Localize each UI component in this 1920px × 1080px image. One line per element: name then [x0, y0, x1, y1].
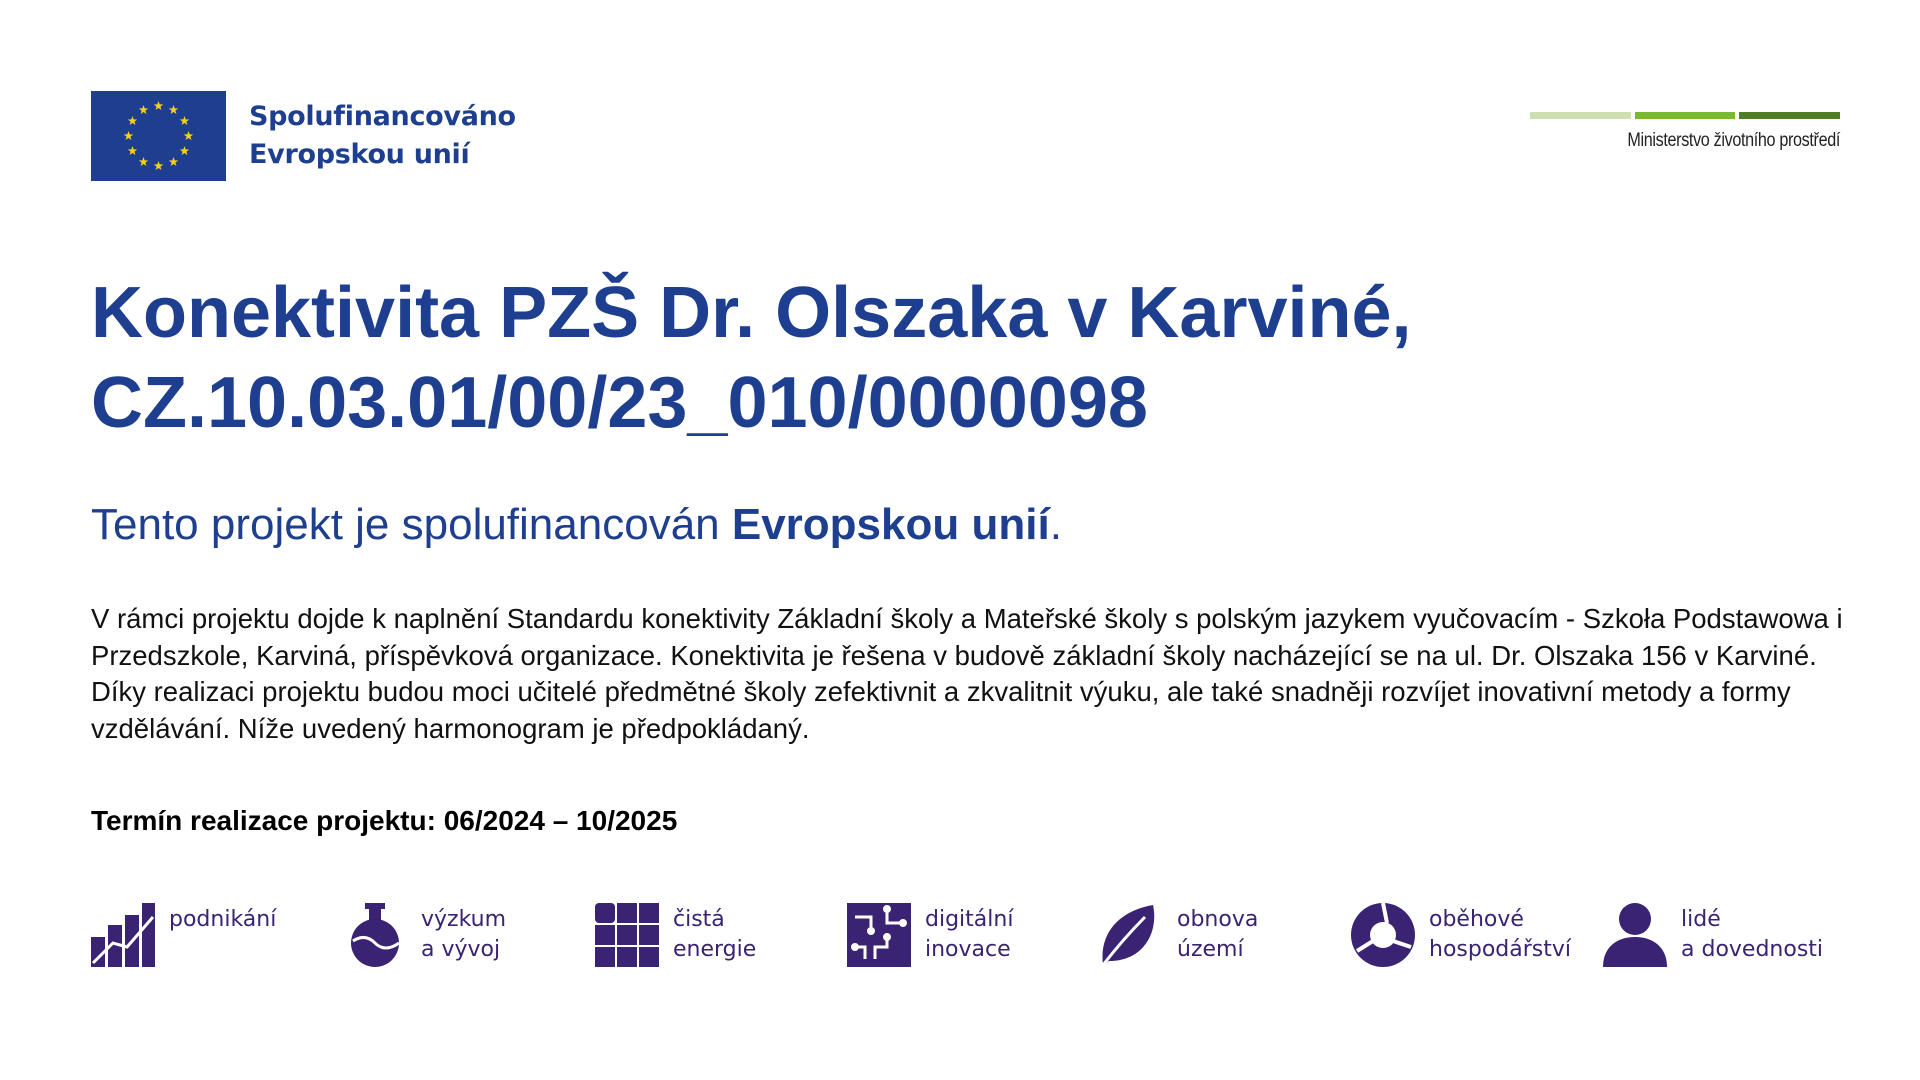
circuit-icon — [847, 903, 911, 967]
project-registration-number: CZ.10.03.01/00/23_010/0000098 — [91, 363, 1148, 443]
ministry-bar-dark — [1739, 112, 1840, 119]
priority-item-cista-energie — [595, 903, 756, 967]
priority-label — [1429, 905, 1571, 965]
eu-logo-line2: Evropskou unií — [249, 139, 470, 170]
ministry-bar-medium — [1635, 112, 1736, 119]
priority-label-line1: lidé — [1681, 907, 1721, 932]
priority-label — [421, 905, 506, 965]
ministry-color-bars — [1530, 112, 1840, 119]
cofinancing-suffix: . — [1049, 500, 1062, 549]
priority-item-digitalni-inovace — [847, 903, 1013, 967]
cofinancing-statement — [91, 498, 1062, 552]
recycle-icon — [1351, 903, 1415, 967]
eu-logo-text — [249, 98, 516, 174]
priority-label-line1: oběhové — [1429, 907, 1524, 932]
ministry-bar-light — [1530, 112, 1631, 119]
priority-label — [1681, 905, 1823, 965]
project-term: Termín realizace projektu: 06/2024 – 10/2025 — [91, 805, 678, 836]
solar-panel-icon — [595, 903, 659, 967]
priority-item-lide-dovednosti — [1603, 903, 1823, 967]
priority-label-line2: hospodářství — [1429, 937, 1572, 962]
cofinancing-prefix: Tento projekt je spolufinancován — [91, 500, 732, 549]
priority-icons-row — [91, 903, 1851, 973]
priority-label-line1: výzkum — [421, 907, 507, 932]
priority-item-obnova-uzemi — [1099, 903, 1258, 967]
project-description: V rámci projektu dojde k naplnění Standardu konektivity Základní školy a Mateřské školy s polským jazykem vyučovacím - Szkoła Podstawowa i Przedszkole, Karviná, příspěvková organizace. Konektivita je řešena v budově základní školy nacházející se na ul. Dr. Olszaka 156 v Karviné. Díky realizaci projektu budou moci učitelé předmětné školy zefektivnit a zkvalitnit výuku, ale také snadněji rozvíjet inovativní metody a formy vzdělávání. Níže uvedený harmonogram je předpokládaný. — [91, 603, 1843, 744]
flask-icon — [343, 903, 407, 967]
project-title-line1: Konektivita PZŠ Dr. Olszaka v Karviné, — [91, 273, 1412, 353]
priority-label-line2: energie — [673, 937, 757, 962]
priority-label — [673, 905, 756, 965]
business-chart-icon — [91, 903, 155, 967]
eu-cofinanced-logo — [91, 91, 516, 181]
ministry-name: Ministerstvo životního prostředí — [1627, 130, 1840, 151]
priority-label-line1: digitální — [925, 907, 1014, 932]
priority-label-line1: podnikání — [169, 907, 277, 932]
priority-item-vyzkum — [343, 903, 506, 967]
priority-label-line2: a dovednosti — [1681, 937, 1824, 962]
priority-label-line2: území — [1177, 937, 1244, 962]
priority-label-line1: čistá — [673, 907, 725, 932]
priority-label — [169, 905, 276, 935]
priority-label — [925, 905, 1013, 965]
ministry-logo — [1530, 112, 1840, 152]
person-icon — [1603, 903, 1667, 967]
leaf-icon — [1099, 903, 1163, 967]
priority-label-line1: obnova — [1177, 907, 1259, 932]
eu-logo-line1: Spolufinancováno — [249, 101, 516, 132]
priority-label — [1177, 905, 1258, 965]
priority-item-obehove-hospodarstvi — [1351, 903, 1571, 967]
cofinancing-eu: Evropskou unií — [731, 500, 1050, 549]
eu-flag-icon — [91, 91, 226, 181]
priority-label-line2: inovace — [925, 937, 1011, 962]
project-title — [91, 268, 1851, 448]
priority-item-podnikani — [91, 903, 276, 967]
priority-label-line2: a vývoj — [421, 937, 501, 962]
